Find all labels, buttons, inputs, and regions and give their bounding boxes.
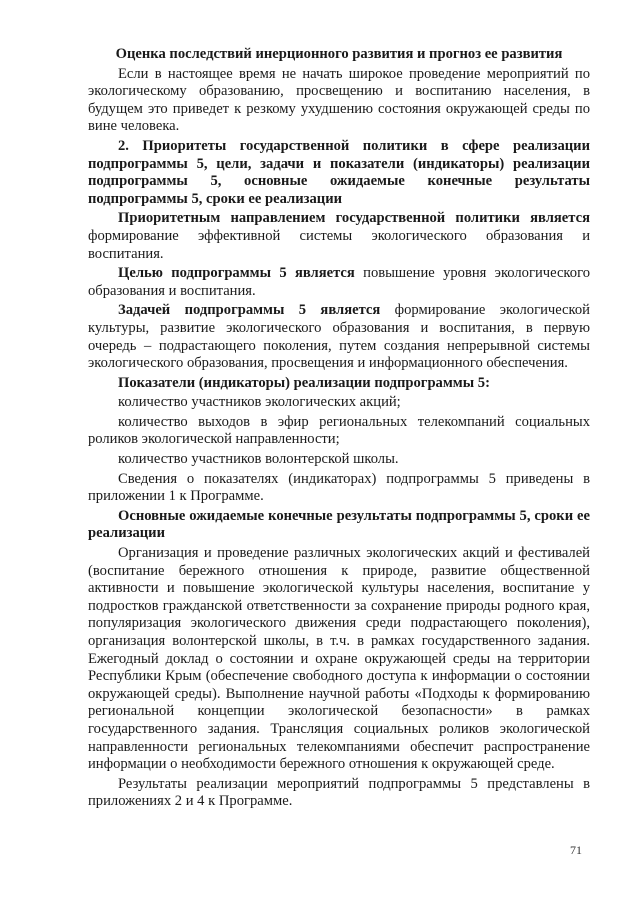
priority-text: формирование эффективной системы экологического образования и воспитания.	[88, 227, 590, 262]
paragraph-priority	[88, 210, 590, 263]
priority-lead: Приоритетным направлением государственной политики является	[118, 210, 590, 227]
task-lead: Задачей подпрограммы 5 является	[118, 302, 381, 319]
section-heading-priorities: 2. Приоритеты государственной политики в сфере реализации подпрограммы 5, цели, задачи и показатели (индикаторы) реализации подпрограммы 5, основные ожидаемые конечные результаты подпрограммы 5, сроки ее реализации	[88, 137, 590, 207]
section-heading-results: Основные ожидаемые конечные результаты подпрограммы 5, сроки ее реализации	[88, 507, 590, 542]
goal-lead: Целью подпрограммы 5 является	[118, 265, 355, 282]
paragraph-goal	[88, 265, 590, 300]
paragraph-task	[88, 302, 590, 372]
paragraph-results-note: Результаты реализации мероприятий подпрограммы 5 представлены в приложениях 2 и 4 к Программе.	[88, 775, 590, 810]
paragraph-indicators-note: Сведения о показателях (индикаторах) подпрограммы 5 приведены в приложении 1 к Программе.	[88, 470, 590, 505]
task-text: формирование экологической культуры, развитие экологического образования и воспитания, в первую очередь – подрастающего поколения, путем создания непрерывной системы экологического образования, просвещения и информационного обеспечения.	[88, 302, 590, 372]
indicator-item: количество участников волонтерской школы.	[118, 451, 399, 468]
indicators-heading: Показатели (индикаторы) реализации подпрограммы 5:	[118, 374, 490, 391]
indicator-item: количество участников экологических акций;	[118, 394, 401, 411]
document-page	[88, 46, 590, 813]
page-number: 71	[570, 843, 582, 857]
paragraph-results: Организация и проведение различных экологических акций и фестивалей (воспитание бережного отношения к природе, развитие общественной активности и повышение экологической культуры населения, воспитание у подростков гражданской ответственности за сохранение природы родного края, популяризация экологического движения среди подрастающего поколения), организация волонтерской школы, в т.ч. в рамках государственного задания. Ежегодный доклад о состоянии и охране окружающей среды на территории Республики Крым (обеспечение свободного доступа к информации о состоянии окружающей среды). Выполнение научной работы «Подходы к формированию региональной концепции экологической безопасности» в рамках государственного задания. Трансляция социальных роликов экологической направленности региональных телекомпаниями обеспечит распространение информации о необходимости бережного отношения к окружающей среде.	[88, 545, 590, 773]
section-heading-inertial: Оценка последствий инерционного развития и прогноз ее развития	[115, 46, 563, 62]
goal-text: повышение уровня экологического образования и воспитания.	[88, 265, 590, 299]
indicator-item: количество выходов в эфир региональных телекомпаний социальных роликов экологической направленности;	[88, 413, 590, 448]
paragraph-inertial-forecast: Если в настоящее время не начать широкое проведение мероприятий по экологическому образованию, просвещению и воспитанию населения, в будущем это приведет к резкому ухудшению состояния окружающей среды по вине человека.	[88, 65, 590, 135]
